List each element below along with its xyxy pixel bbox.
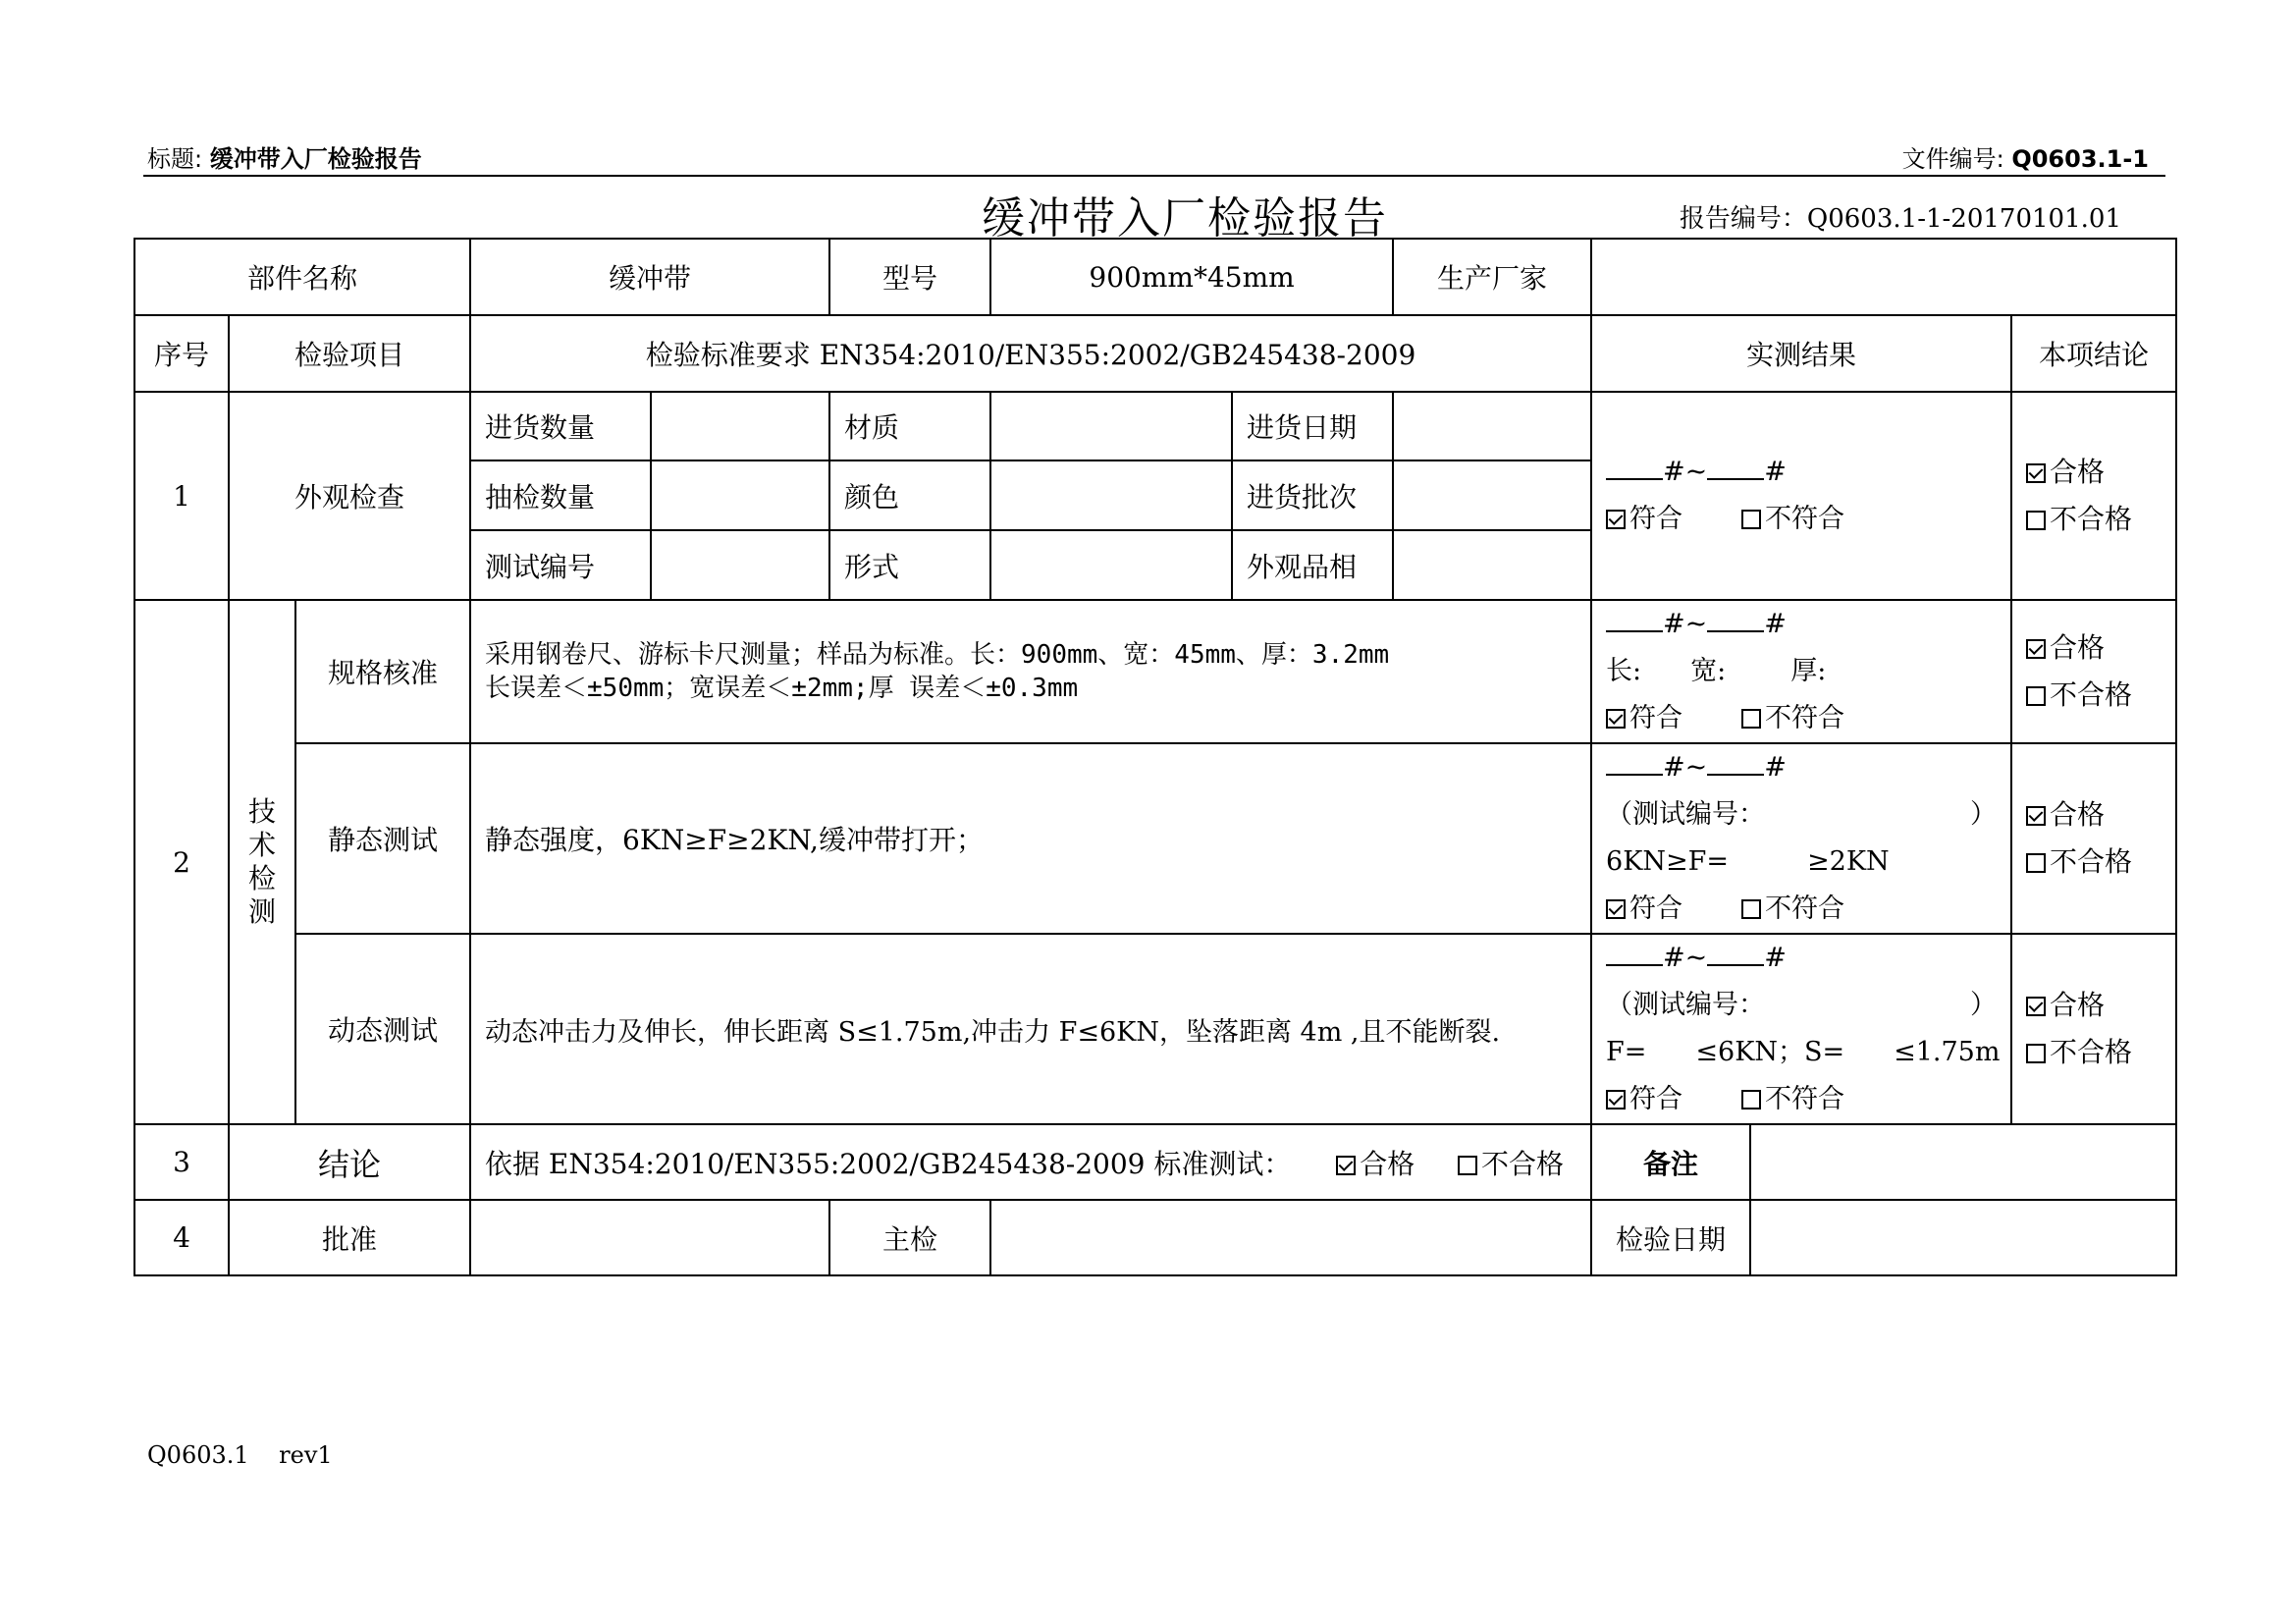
page-title: 缓冲带入厂检验报告 — [982, 193, 1388, 244]
fail-checkbox[interactable] — [2026, 1044, 2046, 1063]
col-standard: 检验标准要求 EN354:2010/EN355:2002/GB245438-2009 — [470, 315, 1591, 392]
row-dynamic — [134, 934, 2176, 1124]
spec-requirement: 采用钢卷尺、游标卡尺测量；样品为标准。长：900mm、宽：45mm、厚：3.2mm 长误差＜±50mm；宽误差＜±2mm;厚 误差＜±0.3mm — [470, 600, 1591, 743]
part-row — [134, 239, 2176, 315]
pass-checkbox[interactable] — [2026, 806, 2046, 826]
footer-revision: Q0603.1 rev1 — [147, 1441, 333, 1469]
date-value[interactable] — [1750, 1200, 2176, 1275]
field-label: 材质 — [829, 392, 990, 460]
header-title-value: 缓冲带入厂检验报告 — [209, 145, 422, 173]
col-seq: 序号 — [134, 315, 229, 392]
model-value[interactable]: 900mm*45mm — [990, 239, 1393, 315]
doc-number-label: 文件编号: — [1901, 145, 2004, 173]
col-result: 实测结果 — [1591, 315, 2011, 392]
field-label: 测试编号 — [470, 530, 651, 600]
result-static: #~ # （测试编号： ） 6KN≥F= ≥2KN 符合 不符合 — [1591, 743, 2011, 934]
dynamic-requirement: 动态冲击力及伸长，伸长距离 S≤1.75m,冲击力 F≤6KN，坠落距离 4m ,且不能断裂. — [470, 934, 1591, 1124]
col-conclusion: 本项结论 — [2011, 315, 2176, 392]
inspector-value[interactable] — [990, 1200, 1591, 1275]
approve-value[interactable] — [470, 1200, 829, 1275]
pass-checkbox[interactable] — [2026, 463, 2046, 483]
conclusion-spec: 合格 不合格 — [2011, 600, 2176, 743]
final-fail-checkbox[interactable] — [1458, 1156, 1477, 1175]
column-header-row — [134, 315, 2176, 392]
report-number: 报告编号：Q0603.1-1-20170101.01 — [1679, 204, 2121, 234]
item-static: 静态测试 — [295, 743, 470, 934]
pass-checkbox[interactable] — [2026, 639, 2046, 659]
header-title-label: 标题: — [147, 145, 203, 173]
field-value[interactable] — [651, 460, 829, 530]
header-title — [147, 139, 422, 174]
sample-to-blank[interactable] — [1707, 457, 1764, 480]
field-label: 进货批次 — [1232, 460, 1393, 530]
item-spec: 规格核准 — [295, 600, 470, 743]
doc-number-value: Q0603.1-1 — [2011, 145, 2149, 173]
item-conclusion: 结论 — [229, 1124, 470, 1200]
seq-3: 3 — [134, 1124, 229, 1200]
header-rule — [143, 175, 2165, 177]
field-value[interactable] — [990, 460, 1232, 530]
item-dynamic: 动态测试 — [295, 934, 470, 1124]
seq-1: 1 — [134, 392, 229, 600]
pass-checkbox[interactable] — [2026, 997, 2046, 1016]
field-label: 外观品相 — [1232, 530, 1393, 600]
field-label: 进货数量 — [470, 392, 651, 460]
conform-checkbox[interactable] — [1606, 709, 1626, 729]
field-label: 抽检数量 — [470, 460, 651, 530]
field-value[interactable] — [1393, 392, 1591, 460]
field-value[interactable] — [990, 392, 1232, 460]
field-value[interactable] — [651, 530, 829, 600]
header-doc-number — [1902, 139, 2149, 174]
conclusion-appearance: 合格 不合格 — [2011, 392, 2176, 600]
inspection-table — [133, 238, 2177, 1276]
item-appearance: 外观检查 — [229, 392, 470, 600]
not-conform-checkbox[interactable] — [1741, 709, 1761, 729]
final-pass-checkbox[interactable] — [1336, 1156, 1356, 1175]
approve-label: 批准 — [229, 1200, 470, 1275]
seq-4: 4 — [134, 1200, 229, 1275]
remark-label: 备注 — [1591, 1124, 1750, 1200]
static-requirement: 静态强度，6KN≥F≥2KN,缓冲带打开； — [470, 743, 1591, 934]
field-value[interactable] — [990, 530, 1232, 600]
part-name-label: 部件名称 — [134, 239, 470, 315]
field-value[interactable] — [651, 392, 829, 460]
fail-checkbox[interactable] — [2026, 511, 2046, 530]
col-item: 检验项目 — [229, 315, 470, 392]
not-conform-checkbox[interactable] — [1741, 510, 1761, 529]
field-value[interactable] — [1393, 530, 1591, 600]
model-label: 型号 — [829, 239, 990, 315]
row-conclusion — [134, 1124, 2176, 1200]
field-label: 进货日期 — [1232, 392, 1393, 460]
row-static — [134, 743, 2176, 934]
row-appearance-1 — [134, 392, 2176, 460]
date-label: 检验日期 — [1591, 1200, 1750, 1275]
maker-value[interactable] — [1591, 239, 2176, 315]
conclusion-static: 合格 不合格 — [2011, 743, 2176, 934]
remark-value[interactable] — [1750, 1124, 2176, 1200]
conform-checkbox[interactable] — [1606, 899, 1626, 919]
result-spec: #~ # 长: 宽: 厚: 符合 不符合 — [1591, 600, 2011, 743]
conform-checkbox[interactable] — [1606, 510, 1626, 529]
seq-2: 2 — [134, 600, 229, 1124]
conclusion-dynamic: 合格 不合格 — [2011, 934, 2176, 1124]
result-dynamic: #~ # （测试编号： ） F= ≤6KN；S= ≤1.75m 符合 不符合 — [1591, 934, 2011, 1124]
sample-from-blank[interactable] — [1606, 457, 1663, 480]
inspector-label: 主检 — [829, 1200, 990, 1275]
fail-checkbox[interactable] — [2026, 686, 2046, 706]
fail-checkbox[interactable] — [2026, 853, 2046, 873]
row-approval — [134, 1200, 2176, 1275]
field-value[interactable] — [1393, 460, 1591, 530]
conform-checkbox[interactable] — [1606, 1090, 1626, 1110]
maker-label: 生产厂家 — [1393, 239, 1591, 315]
conclusion-basis: 依据 EN354:2010/EN355:2002/GB245438-2009 标准测试： 合格 不合格 — [470, 1124, 1591, 1200]
part-name-value[interactable]: 缓冲带 — [470, 239, 829, 315]
result-appearance: #~ # 符合 不符合 — [1591, 392, 2011, 600]
row-spec — [134, 600, 2176, 743]
field-label: 颜色 — [829, 460, 990, 530]
not-conform-checkbox[interactable] — [1741, 899, 1761, 919]
field-label: 形式 — [829, 530, 990, 600]
not-conform-checkbox[interactable] — [1741, 1090, 1761, 1110]
group-technical: 技 术 检 测 — [229, 600, 295, 1124]
